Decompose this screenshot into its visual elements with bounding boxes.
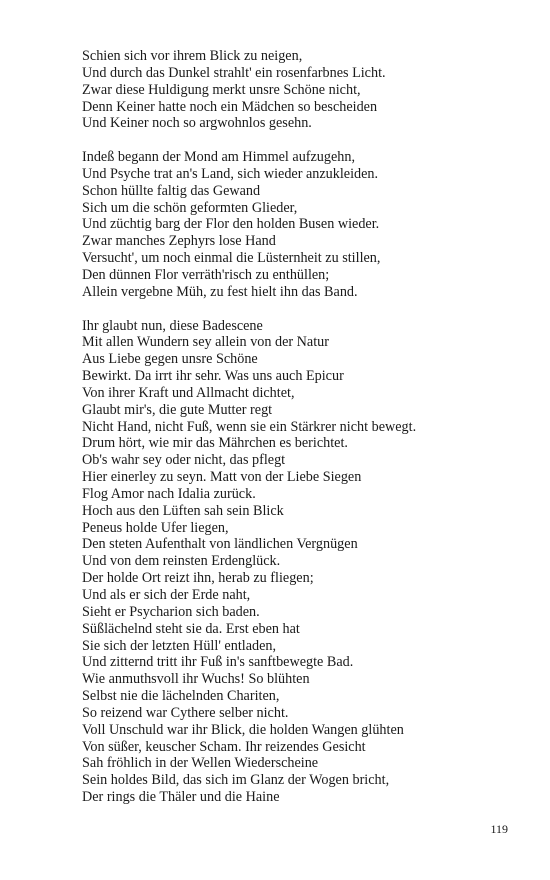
poem-line: Und als er sich der Erde naht,: [82, 587, 251, 603]
poem-line: Peneus holde Ufer liegen,: [82, 519, 229, 536]
poem-body: [82, 48, 522, 806]
page-number: 119: [490, 822, 508, 836]
poem-line: Aus Liebe gegen unsre Schöne: [82, 351, 258, 368]
poem-line: Ob's wahr sey oder nicht, das pflegt: [82, 452, 286, 469]
poem-line: Allein vergebne Müh, zu fest hielt ihn das Band.: [82, 283, 358, 300]
poem-line: Der holde Ort reizt ihn, herab zu fliegen;: [82, 570, 314, 587]
poem-line: Sah fröhlich in der Wellen Wiederscheine: [82, 755, 319, 772]
poem-line: Und zitternd tritt ihr Fuß in's sanftbewegte Bad.: [82, 654, 354, 671]
poem-line: Versucht', um noch einmal die Lüsternheit zu stillen,: [82, 250, 381, 267]
poem-line: Indeß begann der Mond am Himmel aufzugehn,: [82, 149, 356, 166]
poem-line: Sie sich der letzten Hüll' entladen,: [82, 637, 277, 654]
poem-line: Von ihrer Kraft und Allmacht dichtet,: [82, 384, 295, 401]
poem-line: Bewirkt. Da irrt ihr sehr. Was uns auch Epicur: [82, 368, 344, 385]
poem-line: Und züchtig barg der Flor den holden Busen wieder.: [82, 216, 380, 233]
poem-line: Voll Unschuld war ihr Blick, die holden Wangen glühten: [82, 721, 404, 738]
poem-line: Flog Amor nach Idalia zurück.: [82, 485, 256, 502]
poem-line: Von süßer, keuscher Scham. Ihr reizendes Gesicht: [82, 738, 366, 755]
poem-line: Selbst nie die lächelnden Chariten,: [82, 688, 280, 705]
poem-line: Schon hüllte faltig das Gewand: [82, 182, 261, 199]
poem-line: So reizend war Cythere selber nicht.: [82, 704, 289, 721]
poem-line: Und Psyche trat an's Land, sich wieder anzukleiden.: [82, 165, 379, 182]
poem-line: Hier einerley zu seyn. Matt von der Liebe Siegen: [82, 469, 362, 486]
poem-line: Und durch das Dunkel strahlt' ein rosenfarbnes Licht.: [82, 64, 386, 81]
poem-line: Süßlächelnd steht sie da. Erst eben hat: [82, 620, 300, 637]
poem-line: Und von dem reinsten Erdenglück.: [82, 553, 281, 570]
poem-line: Den steten Aufenthalt von ländlichen Vergnügen: [82, 536, 358, 553]
poem-line: Den dünnen Flor verräth'risch zu enthüllen;: [82, 266, 330, 283]
stanza-1: [82, 48, 522, 132]
poem-line: Sieht er Psycharion sich baden.: [82, 603, 260, 620]
poem-line: Zwar manches Zephyrs lose Hand: [82, 233, 276, 250]
poem-line: Hoch aus den Lüften sah sein Blick: [82, 502, 284, 519]
poem-line: Glaubt mir's, die gute Mutter regt: [82, 401, 273, 418]
poem-line: Denn Keiner hatte noch ein Mädchen so bescheiden: [82, 98, 378, 115]
poem-line: Ihr glaubt nun, diese Badescene: [82, 317, 263, 334]
stanza-2: [82, 149, 522, 301]
poem-line: Sein holdes Bild, das sich im Glanz der Wogen bricht,: [82, 772, 390, 789]
poem-line: Schien sich vor ihrem Blick zu neigen,: [82, 48, 303, 64]
poem-line: Mit allen Wundern sey allein von der Natur: [82, 334, 329, 351]
poem-line: Sich um die schön geformten Glieder,: [82, 199, 298, 216]
poem-line: Zwar diese Huldigung merkt unsre Schöne nicht,: [82, 81, 361, 98]
poem-line: Und Keiner noch so argwohnlos gesehn.: [82, 115, 312, 132]
stanza-3: [82, 318, 522, 806]
poem-line: Nicht Hand, nicht Fuß, wenn sie ein Stärkrer nicht bewegt.: [82, 418, 417, 435]
poem-line: Wie anmuthsvoll ihr Wuchs! So blühten: [82, 671, 310, 688]
poem-line: Der rings die Thäler und die Haine: [82, 789, 280, 806]
poem-line: Drum hört, wie mir das Mährchen es berichtet.: [82, 435, 348, 452]
